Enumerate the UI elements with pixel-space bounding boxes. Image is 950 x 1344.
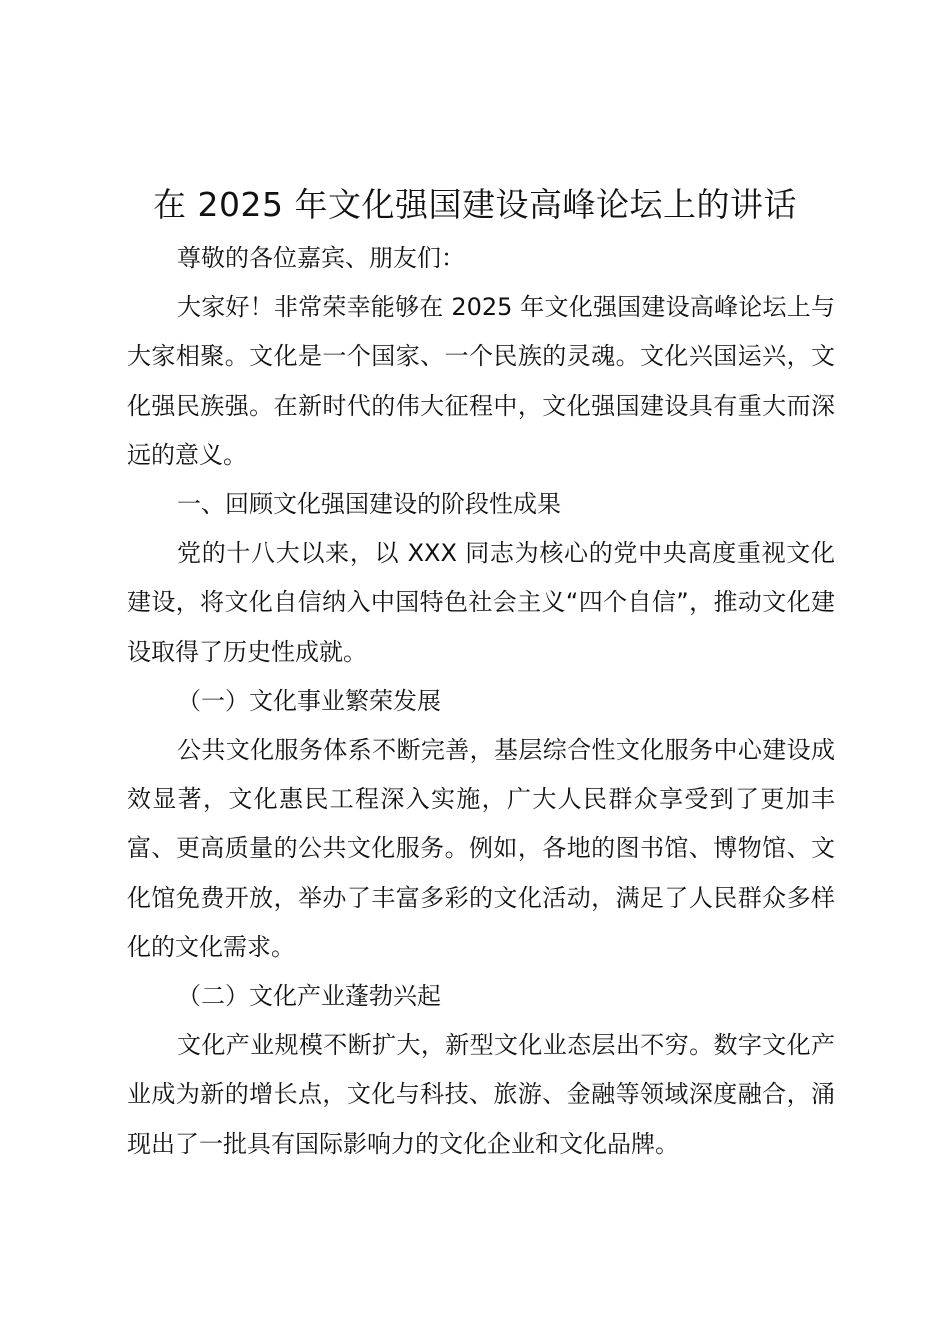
section-paragraph: 党的十八大以来，以 XXX 同志为核心的党中央高度重视文化建设，将文化自信纳入中国特色社会主义“四个自信”，推动文化建设取得了历史性成就。 (127, 539, 835, 666)
document-title: 在 2025 年文化强国建设高峰论坛上的讲话 (153, 185, 797, 224)
section-heading: 一、回顾文化强国建设的阶段性成果 (177, 490, 561, 519)
document-body (127, 234, 835, 1169)
subsection-paragraph: 公共文化服务体系不断完善，基层综合性文化服务中心建设成效显著，文化惠民工程深入实施，广大人民群众享受到了更加丰富、更高质量的公共文化服务。例如，各地的图书馆、博物馆、文化馆免费开放，举办了丰富多彩的文化活动，满足了人民群众多样化的文化需求。 (127, 736, 835, 961)
subsection-heading: （二）文化产业蓬勃兴起 (177, 982, 441, 1011)
subsection-paragraph: 文化产业规模不断扩大，新型文化业态层出不穷。数字文化产业成为新的增长点，文化与科技、旅游、金融等领域深度融合，涌现出了一批具有国际影响力的文化企业和文化品牌。 (127, 1031, 835, 1158)
subsection-heading: （一）文化事业繁荣发展 (177, 686, 441, 715)
greeting: 尊敬的各位嘉宾、朋友们： (177, 244, 465, 272)
intro-paragraph: 大家好！非常荣幸能够在 2025 年文化强国建设高峰论坛上与大家相聚。文化是一个国家、一个民族的灵魂。文化兴国运兴，文化强民族强。在新时代的伟大征程中，文化强国建设具有重大而深远的意义。 (127, 293, 835, 469)
